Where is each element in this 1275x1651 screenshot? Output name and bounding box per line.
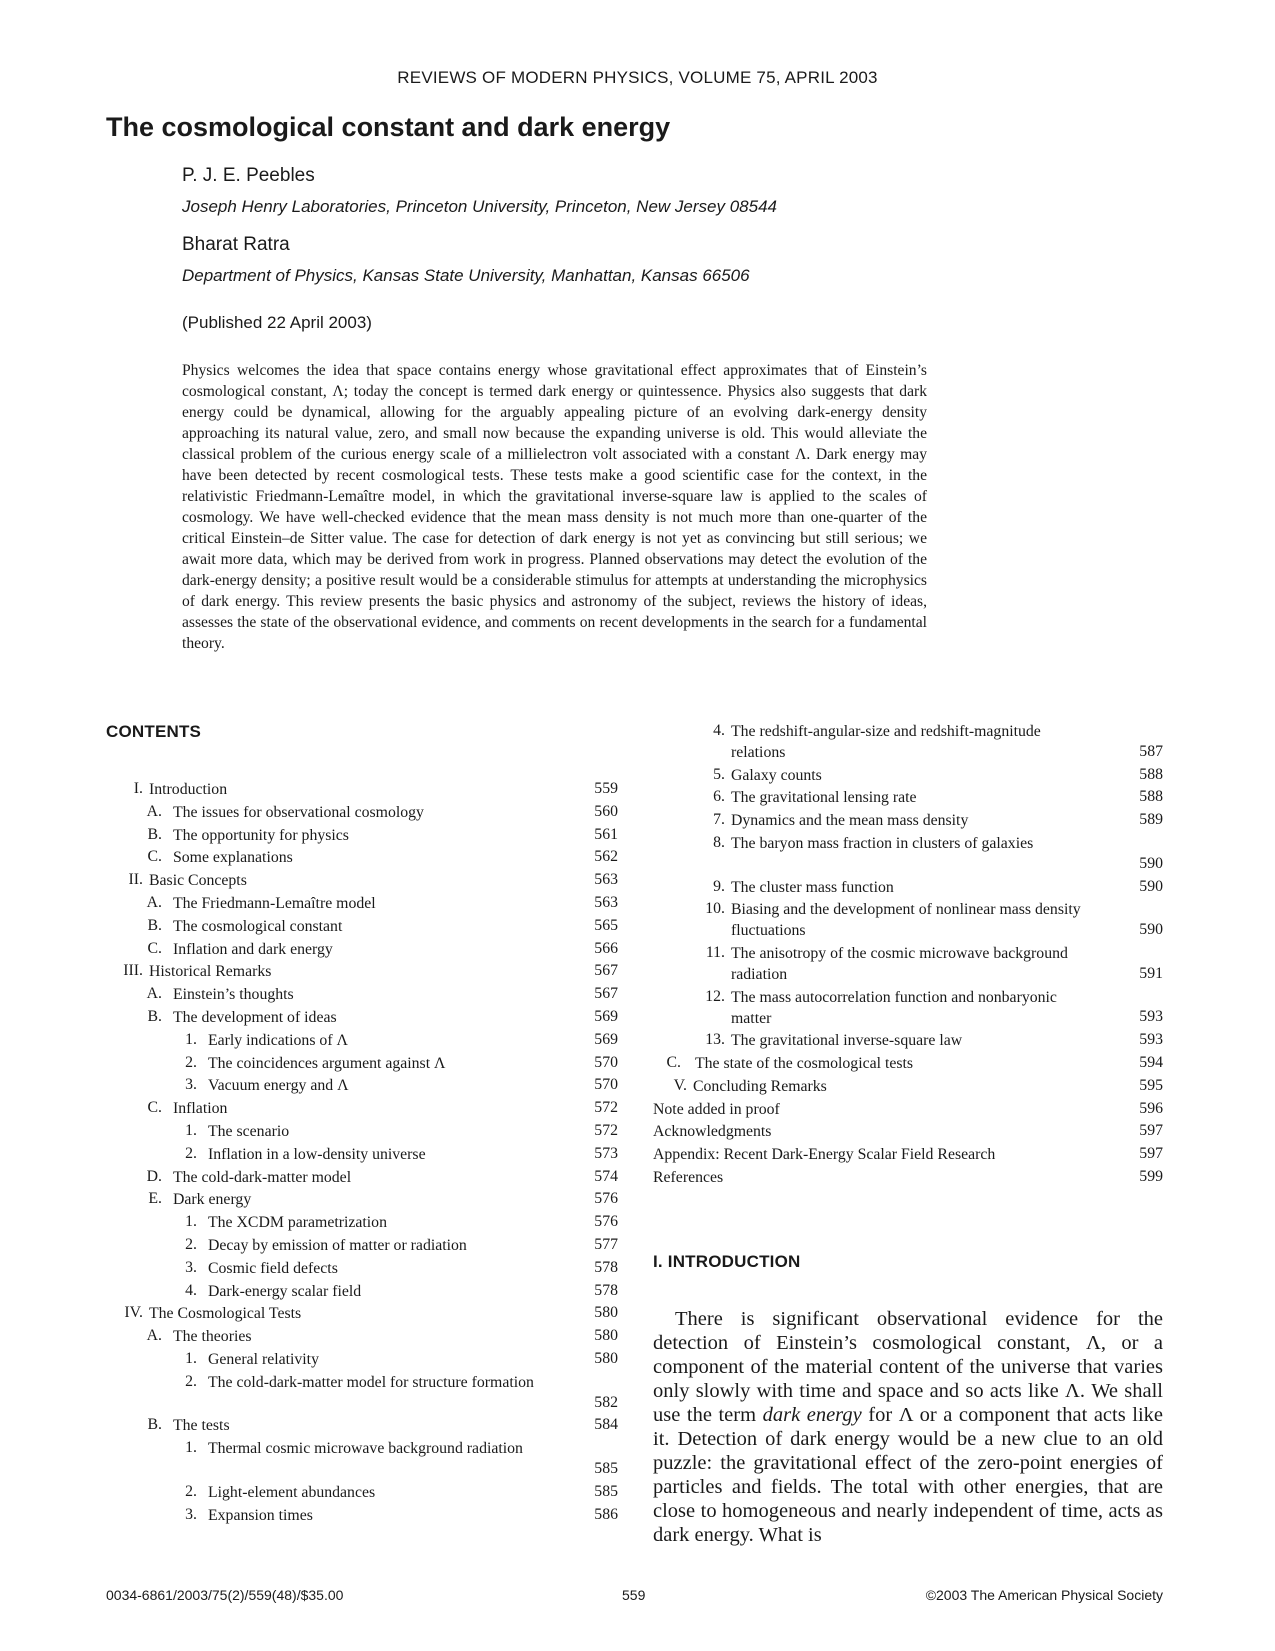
toc-entry-page: 562 <box>594 848 618 866</box>
toc-entry-number: 1. <box>185 1213 197 1231</box>
toc-entry-page: 594 <box>1139 1053 1163 1071</box>
toc-entry-page: 576 <box>594 1213 618 1231</box>
footer-copyright: ©2003 The American Physical Society <box>925 1587 1163 1603</box>
toc-entry-page: 593 <box>1139 1031 1163 1049</box>
toc-entry <box>653 1052 1163 1075</box>
toc-entry-number: B. <box>147 825 162 843</box>
toc-entry-number: 12. <box>705 987 725 1005</box>
toc-entry <box>653 1120 1163 1143</box>
toc-entry-page: 590 <box>1139 921 1163 939</box>
toc-entry <box>106 1414 618 1437</box>
toc-entry <box>653 1166 1163 1189</box>
toc-entry-title: The Cosmological Tests <box>149 1305 302 1323</box>
author-affiliation: Department of Physics, Kansas State University, Manhattan, Kansas 66506 <box>182 266 750 285</box>
toc-entry <box>653 786 1163 809</box>
toc-entry <box>106 1006 618 1029</box>
toc-entry-page: 569 <box>594 1007 618 1025</box>
abstract: Physics welcomes the idea that space contains energy whose gravitational effect approximates that of Einstein’s cosmological constant, Λ; today the concept is termed dark energy or quintessence. Physics also suggests that dark energy could be dynamical, allowing for the arguably appealing picture of an evolving dark-energy density approaching its natural value, zero, and small now because the expanding universe is old. This would alleviate the classical problem of the curious energy scale of a millielectron volt associated with a constant Λ. Dark energy may have been detected by recent cosmological tests. These tests make a good scientific case for the context, in the relativistic Friedmann-Lemaître model, in which the gravitational inverse-square law is applied to the scales of cosmology. We have well-checked evidence that the mean mass density is not much more than one-quarter of the critical Einstein–de Sitter value. The case for detection of dark energy is not yet as convincing but still serious; we await more data, which may be derived from work in progress. Planned observations may detect the evolution of the dark-energy density; a positive result would be a considerable stimulus for attempts at understanding the microphysics of dark energy. This review presents the basic physics and astronomy of the subject, reviews the history of ideas, assesses the state of the observational evidence, and comments on recent developments in the search for a fundamental theory. <box>182 362 927 652</box>
toc-entry-number: A. <box>146 802 162 820</box>
toc-entry-title: Acknowledgments <box>653 1123 772 1141</box>
toc-entry-title: The opportunity for physics <box>173 826 349 844</box>
toc-entry-number: 3. <box>185 1076 197 1094</box>
toc-entry <box>106 1097 618 1120</box>
toc-entry-page: 582 <box>594 1393 618 1411</box>
toc-entry-number: 3. <box>185 1258 197 1276</box>
toc-entry-page: 559 <box>594 780 618 797</box>
toc-entry-page: 565 <box>594 916 618 934</box>
toc-entry-title: Inflation <box>173 1100 228 1118</box>
toc-entry-page: 588 <box>1139 788 1163 806</box>
toc-entry <box>106 892 618 915</box>
toc-entry-number: 1. <box>185 1349 197 1367</box>
author-affiliation: Joseph Henry Laboratories, Princeton University, Princeton, New Jersey 08544 <box>182 197 777 216</box>
toc-entry-number: E. <box>148 1190 162 1208</box>
toc-entry <box>653 809 1163 832</box>
paragraph <box>653 1307 1163 1547</box>
toc-entry-title: The coincidences argument against Λ <box>208 1054 446 1072</box>
toc-entry-page: 567 <box>594 962 618 980</box>
toc-entry <box>106 1143 618 1166</box>
toc-entry <box>106 801 618 824</box>
toc-entry-page: 576 <box>594 1190 618 1208</box>
toc-entry <box>106 824 618 847</box>
toc-entry-title: The cluster mass function <box>731 878 894 896</box>
toc-entry-number: 11. <box>705 943 725 961</box>
toc-entry-title: The mass autocorrelation function and nonbaryonic matter <box>731 988 1057 1027</box>
toc-entry-number: D. <box>146 1167 162 1185</box>
toc-entry-title: The state of the cosmological tests <box>695 1054 914 1072</box>
toc-entry-number: 3. <box>185 1505 197 1523</box>
toc-entry <box>106 915 618 938</box>
toc-entry-number: B. <box>147 1007 162 1025</box>
toc-entry-number: A. <box>146 1327 162 1345</box>
toc-entry-page: 580 <box>594 1349 618 1367</box>
toc-entry-number: C. <box>147 848 162 866</box>
toc-entry-number: 2. <box>185 1235 197 1253</box>
toc-entry-page: 573 <box>594 1144 618 1162</box>
toc-entry-page: 591 <box>1139 964 1163 982</box>
toc-entry-title: Thermal cosmic microwave background radiation <box>208 1440 523 1458</box>
toc-entry-title: Early indications of Λ <box>208 1031 348 1049</box>
toc-entry <box>106 1029 618 1052</box>
toc-entry <box>653 1075 1163 1098</box>
toc-entry <box>106 1325 618 1348</box>
toc-entry <box>106 1052 618 1075</box>
toc-entry <box>106 983 618 1006</box>
toc-entry <box>106 1188 618 1211</box>
toc-entry-title: Basic Concepts <box>149 872 247 890</box>
toc-entry <box>106 1437 618 1481</box>
toc-entry <box>106 1234 618 1257</box>
toc-entry-number: 1. <box>185 1439 197 1457</box>
toc-entry-page: 572 <box>594 1099 618 1117</box>
toc-entry-title: Vacuum energy and Λ <box>208 1077 349 1095</box>
toc-entry-page: 563 <box>594 871 618 889</box>
toc-entry-title: The gravitational inverse-square law <box>731 1032 963 1050</box>
toc-entry-page: 569 <box>594 1030 618 1048</box>
toc-entry-title: The theories <box>173 1328 252 1346</box>
toc-entry-page: 578 <box>594 1281 618 1299</box>
toc-entry-title: Introduction <box>149 781 228 798</box>
toc-entry <box>106 1302 618 1325</box>
toc-entry-page: 572 <box>594 1121 618 1139</box>
toc-entry-number: 8. <box>713 833 725 851</box>
toc-entry <box>653 764 1163 787</box>
toc-entry-number: 2. <box>185 1053 197 1071</box>
toc-entry <box>653 720 1163 764</box>
toc-entry-page: 560 <box>594 802 618 820</box>
toc-entry-title: The cosmological constant <box>173 917 343 935</box>
toc-entry-number: B. <box>147 1416 162 1434</box>
toc-entry-title: The development of ideas <box>173 1008 337 1026</box>
toc-entry-title: Expansion times <box>208 1506 313 1524</box>
toc-entry-page: 597 <box>1139 1122 1163 1140</box>
toc-entry-title: Inflation in a low-density universe <box>208 1145 426 1163</box>
toc-entry <box>653 986 1163 1030</box>
toc-entry-page: 580 <box>594 1327 618 1345</box>
page-title: The cosmological constant and dark energy <box>106 112 671 142</box>
toc-entry-page: 588 <box>1139 765 1163 783</box>
toc-entry <box>106 846 618 869</box>
toc-entry-title: Biasing and the development of nonlinear mass density fluctuations <box>731 901 1081 940</box>
toc-entry <box>106 960 618 983</box>
toc-entry-page: 577 <box>594 1235 618 1253</box>
toc-entry-number: C. <box>147 1099 162 1117</box>
toc-entry-page: 566 <box>594 939 618 957</box>
toc-entry-number: 1. <box>185 1030 197 1048</box>
toc-entry-number: 10. <box>705 900 725 918</box>
toc-entry-title: Inflation and dark energy <box>173 940 333 958</box>
toc-entry <box>653 1029 1163 1052</box>
toc-entry <box>106 1481 618 1504</box>
toc-entry-page: 561 <box>594 825 618 843</box>
toc-entry-page: 587 <box>1139 742 1163 760</box>
toc-entry-page: 595 <box>1139 1076 1163 1094</box>
toc-entry <box>653 876 1163 899</box>
toc-entry-page: 567 <box>594 985 618 1003</box>
toc-entry-title: The XCDM parametrization <box>208 1214 387 1232</box>
toc-entry-page: 599 <box>1139 1167 1163 1185</box>
toc-entry-page: 585 <box>594 1459 618 1477</box>
toc-entry-number: 9. <box>713 877 725 895</box>
toc-entry <box>106 1211 618 1234</box>
table-of-contents-right <box>653 720 1163 1189</box>
toc-entry-number: 6. <box>713 788 725 806</box>
toc-entry-number: A. <box>146 985 162 1003</box>
toc-entry-title: The redshift-angular-size and redshift-magnitude relations <box>731 723 1041 761</box>
table-of-contents-left <box>106 778 618 1526</box>
toc-entry-page: 580 <box>594 1304 618 1322</box>
author-name: Bharat Ratra <box>182 234 290 255</box>
toc-entry-page: 596 <box>1139 1099 1163 1117</box>
toc-entry-title: Galaxy counts <box>731 766 822 784</box>
toc-entry-number: A. <box>146 893 162 911</box>
toc-entry-number: 2. <box>185 1482 197 1500</box>
toc-entry-title: Einstein’s thoughts <box>173 986 294 1004</box>
toc-entry-page: 574 <box>594 1167 618 1185</box>
toc-entry-number: 2. <box>185 1372 197 1390</box>
contents-heading: CONTENTS <box>106 722 202 741</box>
toc-entry-title: Light-element abundances <box>208 1483 376 1501</box>
toc-entry-page: 578 <box>594 1258 618 1276</box>
toc-entry-title: Dark energy <box>173 1191 252 1209</box>
toc-entry-page: 589 <box>1139 811 1163 829</box>
toc-entry-page: 570 <box>594 1076 618 1094</box>
toc-entry <box>106 1504 618 1527</box>
toc-entry-title: The cold-dark-matter model for structure formation <box>208 1373 534 1391</box>
toc-entry-page: 563 <box>594 893 618 911</box>
toc-entry-page: 590 <box>1139 877 1163 895</box>
toc-entry-title: The issues for observational cosmology <box>173 803 424 821</box>
toc-entry-number: 7. <box>713 811 725 829</box>
toc-entry-title: The baryon mass fraction in clusters of galaxies <box>731 834 1034 852</box>
toc-entry <box>106 1257 618 1280</box>
journal-header: REVIEWS OF MODERN PHYSICS, VOLUME 75, APRIL 2003 <box>397 68 878 87</box>
toc-entry-title: References <box>653 1168 724 1186</box>
toc-entry-number: C. <box>666 1053 681 1071</box>
toc-entry-number: IV. <box>124 1304 143 1322</box>
toc-entry-page: 584 <box>594 1416 618 1434</box>
toc-entry-number: 2. <box>185 1144 197 1162</box>
toc-entry-number: C. <box>147 939 162 957</box>
toc-entry-title: Note added in proof <box>653 1100 780 1118</box>
toc-entry-number: I. <box>133 780 143 797</box>
toc-entry-page: 590 <box>1139 854 1163 872</box>
toc-entry-title: Dark-energy scalar field <box>208 1282 362 1300</box>
toc-entry-page: 570 <box>594 1053 618 1071</box>
toc-entry <box>653 1098 1163 1121</box>
toc-entry-title: Dynamics and the mean mass density <box>731 812 969 830</box>
toc-entry-title: The cold-dark-matter model <box>173 1168 352 1186</box>
toc-entry-title: The gravitational lensing rate <box>731 789 917 807</box>
toc-entry <box>653 832 1163 876</box>
paragraph-text: for Λ or a component that acts like it. Detection of dark energy would be a new clue to an old puzzle: the gravitational effect of the zero-point energies of particles and fields. The total with other energies, that are close to homogeneous and nearly independent of time, acts as dark energy. What is <box>653 1404 1163 1546</box>
toc-entry <box>653 1143 1163 1166</box>
toc-entry-title: The scenario <box>208 1122 290 1140</box>
toc-entry-title: Appendix: Recent Dark-Energy Scalar Field Research <box>653 1146 996 1164</box>
toc-entry-title: Decay by emission of matter or radiation <box>208 1236 467 1254</box>
publication-date: (Published 22 April 2003) <box>182 313 372 332</box>
footer-doi-code: 0034-6861/2003/75(2)/559(48)/$35.00 <box>106 1587 344 1603</box>
toc-entry <box>106 1348 618 1371</box>
toc-entry-title: The Friedmann-Lemaître model <box>173 894 376 912</box>
toc-entry-page: 586 <box>594 1505 618 1523</box>
author-name: P. J. E. Peebles <box>182 165 315 186</box>
toc-entry <box>106 1166 618 1189</box>
toc-entry-page: 593 <box>1139 1008 1163 1026</box>
toc-entry-number: 1. <box>185 1121 197 1139</box>
toc-entry <box>106 778 618 801</box>
paragraph-text: There is significant observational evidence for the detection of Einstein’s cosmological constant, Λ, or a component of the material content of the universe that varies only slowly with time and space and so acts like Λ. We shall use the term <box>653 1308 1163 1426</box>
toc-entry <box>106 938 618 961</box>
toc-entry-title: Some explanations <box>173 849 293 867</box>
toc-entry-number: 4. <box>713 722 725 739</box>
toc-entry <box>106 869 618 892</box>
toc-entry-title: The anisotropy of the cosmic microwave background radiation <box>731 944 1068 983</box>
toc-entry-number: II. <box>128 871 143 889</box>
toc-entry-page: 597 <box>1139 1145 1163 1163</box>
toc-entry-title: Cosmic field defects <box>208 1259 338 1277</box>
toc-entry-number: B. <box>147 916 162 934</box>
toc-entry <box>106 1371 618 1415</box>
toc-entry <box>106 1280 618 1303</box>
toc-entry-page: 585 <box>594 1482 618 1500</box>
toc-entry <box>653 942 1163 986</box>
emphasized-term: dark energy <box>762 1404 862 1426</box>
toc-entry-title: Concluding Remarks <box>693 1077 827 1095</box>
toc-entry-title: General relativity <box>208 1350 319 1368</box>
toc-entry-number: 5. <box>713 765 725 783</box>
toc-entry-number: 13. <box>705 1031 725 1049</box>
section-heading-introduction: I. INTRODUCTION <box>653 1252 801 1271</box>
toc-entry-title: The tests <box>173 1417 230 1435</box>
toc-entry <box>653 898 1163 942</box>
toc-entry-number: III. <box>123 962 143 980</box>
toc-entry <box>106 1074 618 1097</box>
toc-entry-title: Historical Remarks <box>149 963 272 981</box>
toc-entry-number: 4. <box>185 1281 197 1299</box>
toc-entry-number: V. <box>673 1076 687 1094</box>
introduction-body <box>653 1307 1163 1547</box>
page-number: 559 <box>622 1587 646 1603</box>
toc-entry <box>106 1120 618 1143</box>
